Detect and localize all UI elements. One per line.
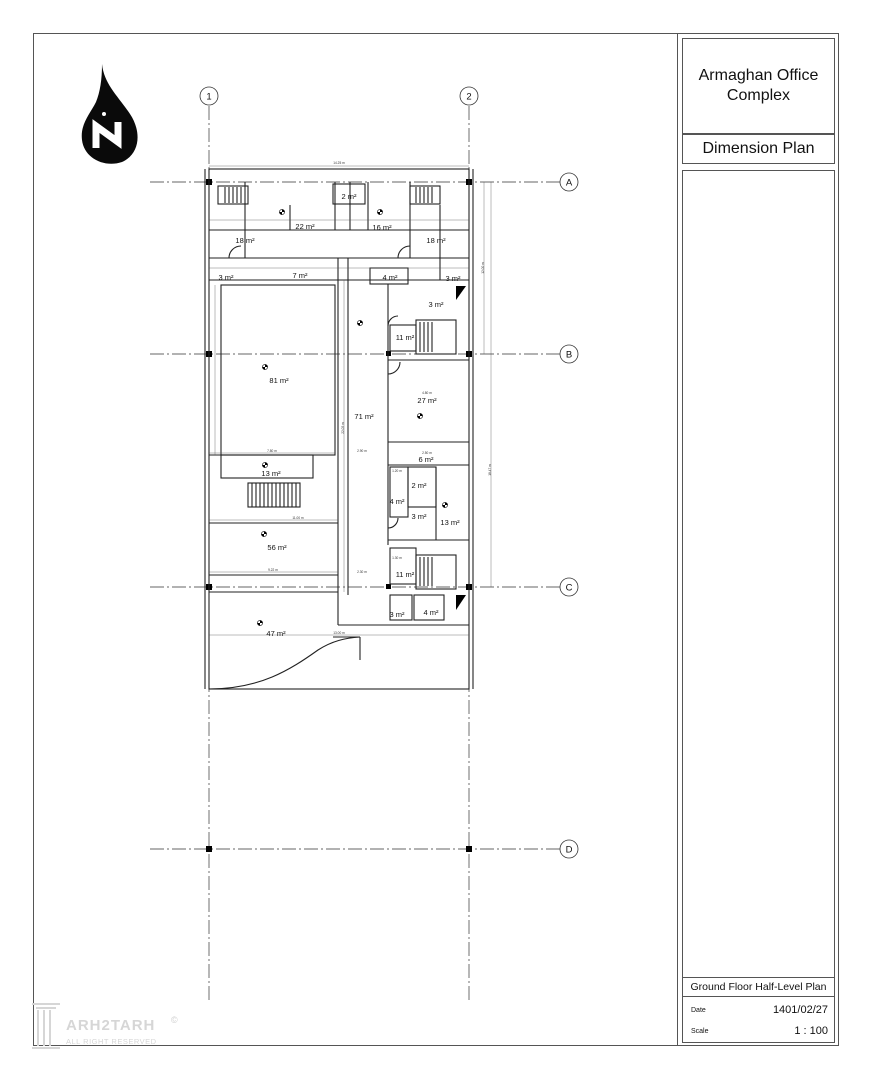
- date-label: Date: [691, 1007, 706, 1014]
- dim-corridor-length: 22.05 m: [341, 422, 345, 434]
- room-area: 56 m²: [267, 543, 287, 552]
- watermark-brand: ARH2TARH: [66, 1017, 156, 1034]
- dim-lobby-width: 2.30 m: [357, 570, 367, 574]
- dim-top-length: 12.00 m: [481, 262, 485, 274]
- room-area: 11 m²: [395, 333, 415, 342]
- sheet-name: Dimension Plan: [682, 134, 835, 164]
- project-name: Armaghan Office Complex: [682, 38, 835, 134]
- dim-right-length: 18.47 m: [488, 464, 492, 476]
- room-area: 2 m²: [411, 481, 427, 490]
- grid-lines: [150, 106, 560, 1000]
- view-name: Ground Floor Half-Level Plan: [683, 977, 834, 997]
- room-area: 3 m²: [428, 300, 444, 309]
- room-area: 81 m²: [269, 376, 289, 385]
- shaft-markers: [456, 286, 466, 610]
- room-area: 2 m²: [341, 192, 357, 201]
- room-area: 7 m²: [292, 271, 308, 280]
- dim-office-width: 4.80 m: [422, 391, 432, 395]
- grid-label-1: 1: [206, 91, 212, 103]
- dim-overall-width: 14.25 m: [333, 161, 345, 165]
- room-area: 3 m²: [218, 273, 234, 282]
- grid-label-d: D: [565, 844, 573, 856]
- grid-label-2: 2: [466, 91, 472, 103]
- dim-wc-width: 1.20 m: [392, 469, 402, 473]
- room-area: 3 m²: [411, 512, 427, 521]
- room-area: 71 m²: [354, 412, 374, 421]
- watermark-registered: ©: [171, 1015, 178, 1025]
- date-value: 1401/02/27: [772, 1004, 828, 1016]
- room-area: 16 m²: [372, 223, 392, 232]
- room-area: 4 m²: [423, 608, 439, 617]
- grid-label-c: C: [565, 582, 573, 594]
- room-area: 3 m²: [389, 610, 405, 619]
- dim-bottom-width: 13.00 m: [333, 631, 345, 635]
- level-markers: [257, 209, 447, 625]
- dim-hall-width: 11.00 m: [292, 516, 304, 520]
- grid-label-a: A: [565, 177, 573, 189]
- scale-value: 1 : 100: [794, 1025, 828, 1037]
- room-area: 27 m²: [417, 396, 437, 405]
- scale-label: Scale: [691, 1028, 709, 1035]
- dim-room-width: 9.22 m: [268, 568, 278, 572]
- room-area: 18 m²: [235, 236, 255, 245]
- grid-bubbles: [200, 87, 578, 858]
- room-area: 18 m²: [426, 236, 446, 245]
- dim-stair-width: 1.30 m: [392, 556, 402, 560]
- room-area: 13 m²: [440, 518, 460, 527]
- dim-corridor-width: 2.90 m: [357, 449, 367, 453]
- room-area: 3 m²: [445, 274, 461, 283]
- watermark-tagline: ALL RIGHT RESERVED: [66, 1037, 157, 1046]
- grid-label-b: B: [565, 349, 573, 361]
- room-area: 6 m²: [418, 455, 434, 464]
- room-area: 13 m²: [261, 469, 281, 478]
- dim-stage-width: 7.80 m: [267, 449, 277, 453]
- room-area: 11 m²: [395, 570, 415, 579]
- room-area: 4 m²: [382, 273, 398, 282]
- room-area: 22 m²: [295, 222, 315, 231]
- room-area: 4 m²: [389, 497, 405, 506]
- room-area: 47 m²: [266, 629, 286, 638]
- dim-hall-6: 2.50 m: [422, 451, 432, 455]
